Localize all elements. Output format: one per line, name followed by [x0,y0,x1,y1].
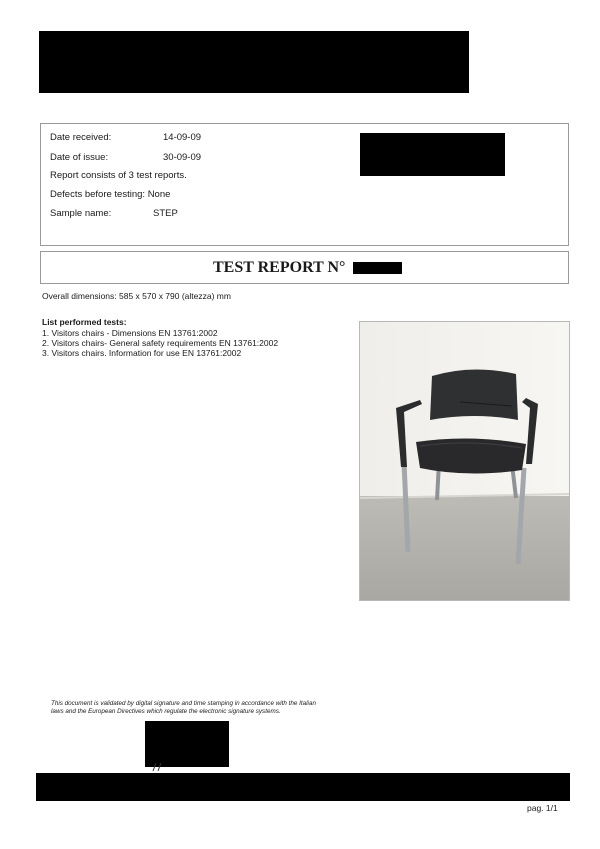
test-item: 1. Visitors chairs - Dimensions EN 13761:2002 [42,328,218,338]
date-issue-value: 30-09-09 [163,152,202,163]
chair-photo [359,321,570,601]
overall-dimensions: Overall dimensions: 585 x 570 x 790 (altezza) mm [42,291,231,301]
sample-name-label: Sample name: [50,208,112,219]
report-consists-text: Report consists of 3 test reports. [50,170,187,181]
redacted-header [39,31,469,93]
date-received-value: 14-09-09 [163,132,202,143]
test-item: 3. Visitors chairs. Information for use EN 13761:2002 [42,348,242,358]
redacted-signature [145,721,229,767]
sample-name-value: STEP [153,208,178,219]
defects-text: Defects before testing: None [50,189,171,200]
digital-signature-note: This document is validated by digital signature and time stamping in accordance with the Italian laws and the European Directives which regulate the electronic signature systems. [51,700,316,715]
test-item: 2. Visitors chairs- General safety requirements EN 13761:2002 [42,338,279,348]
page-number: pag. 1/1 [527,803,558,813]
report-info-box [40,123,569,246]
redacted-report-number [353,262,402,274]
performed-tests-heading: List performed tests: [42,317,127,327]
signature-scribble [152,762,166,772]
date-issue-label: Date of issue: [50,152,109,163]
redacted-footer [36,773,570,801]
date-received-label: Date received: [50,132,112,143]
redacted-logo [360,133,505,176]
test-report-title-box [40,251,569,284]
test-report-title: TEST REPORT N° [213,259,346,276]
